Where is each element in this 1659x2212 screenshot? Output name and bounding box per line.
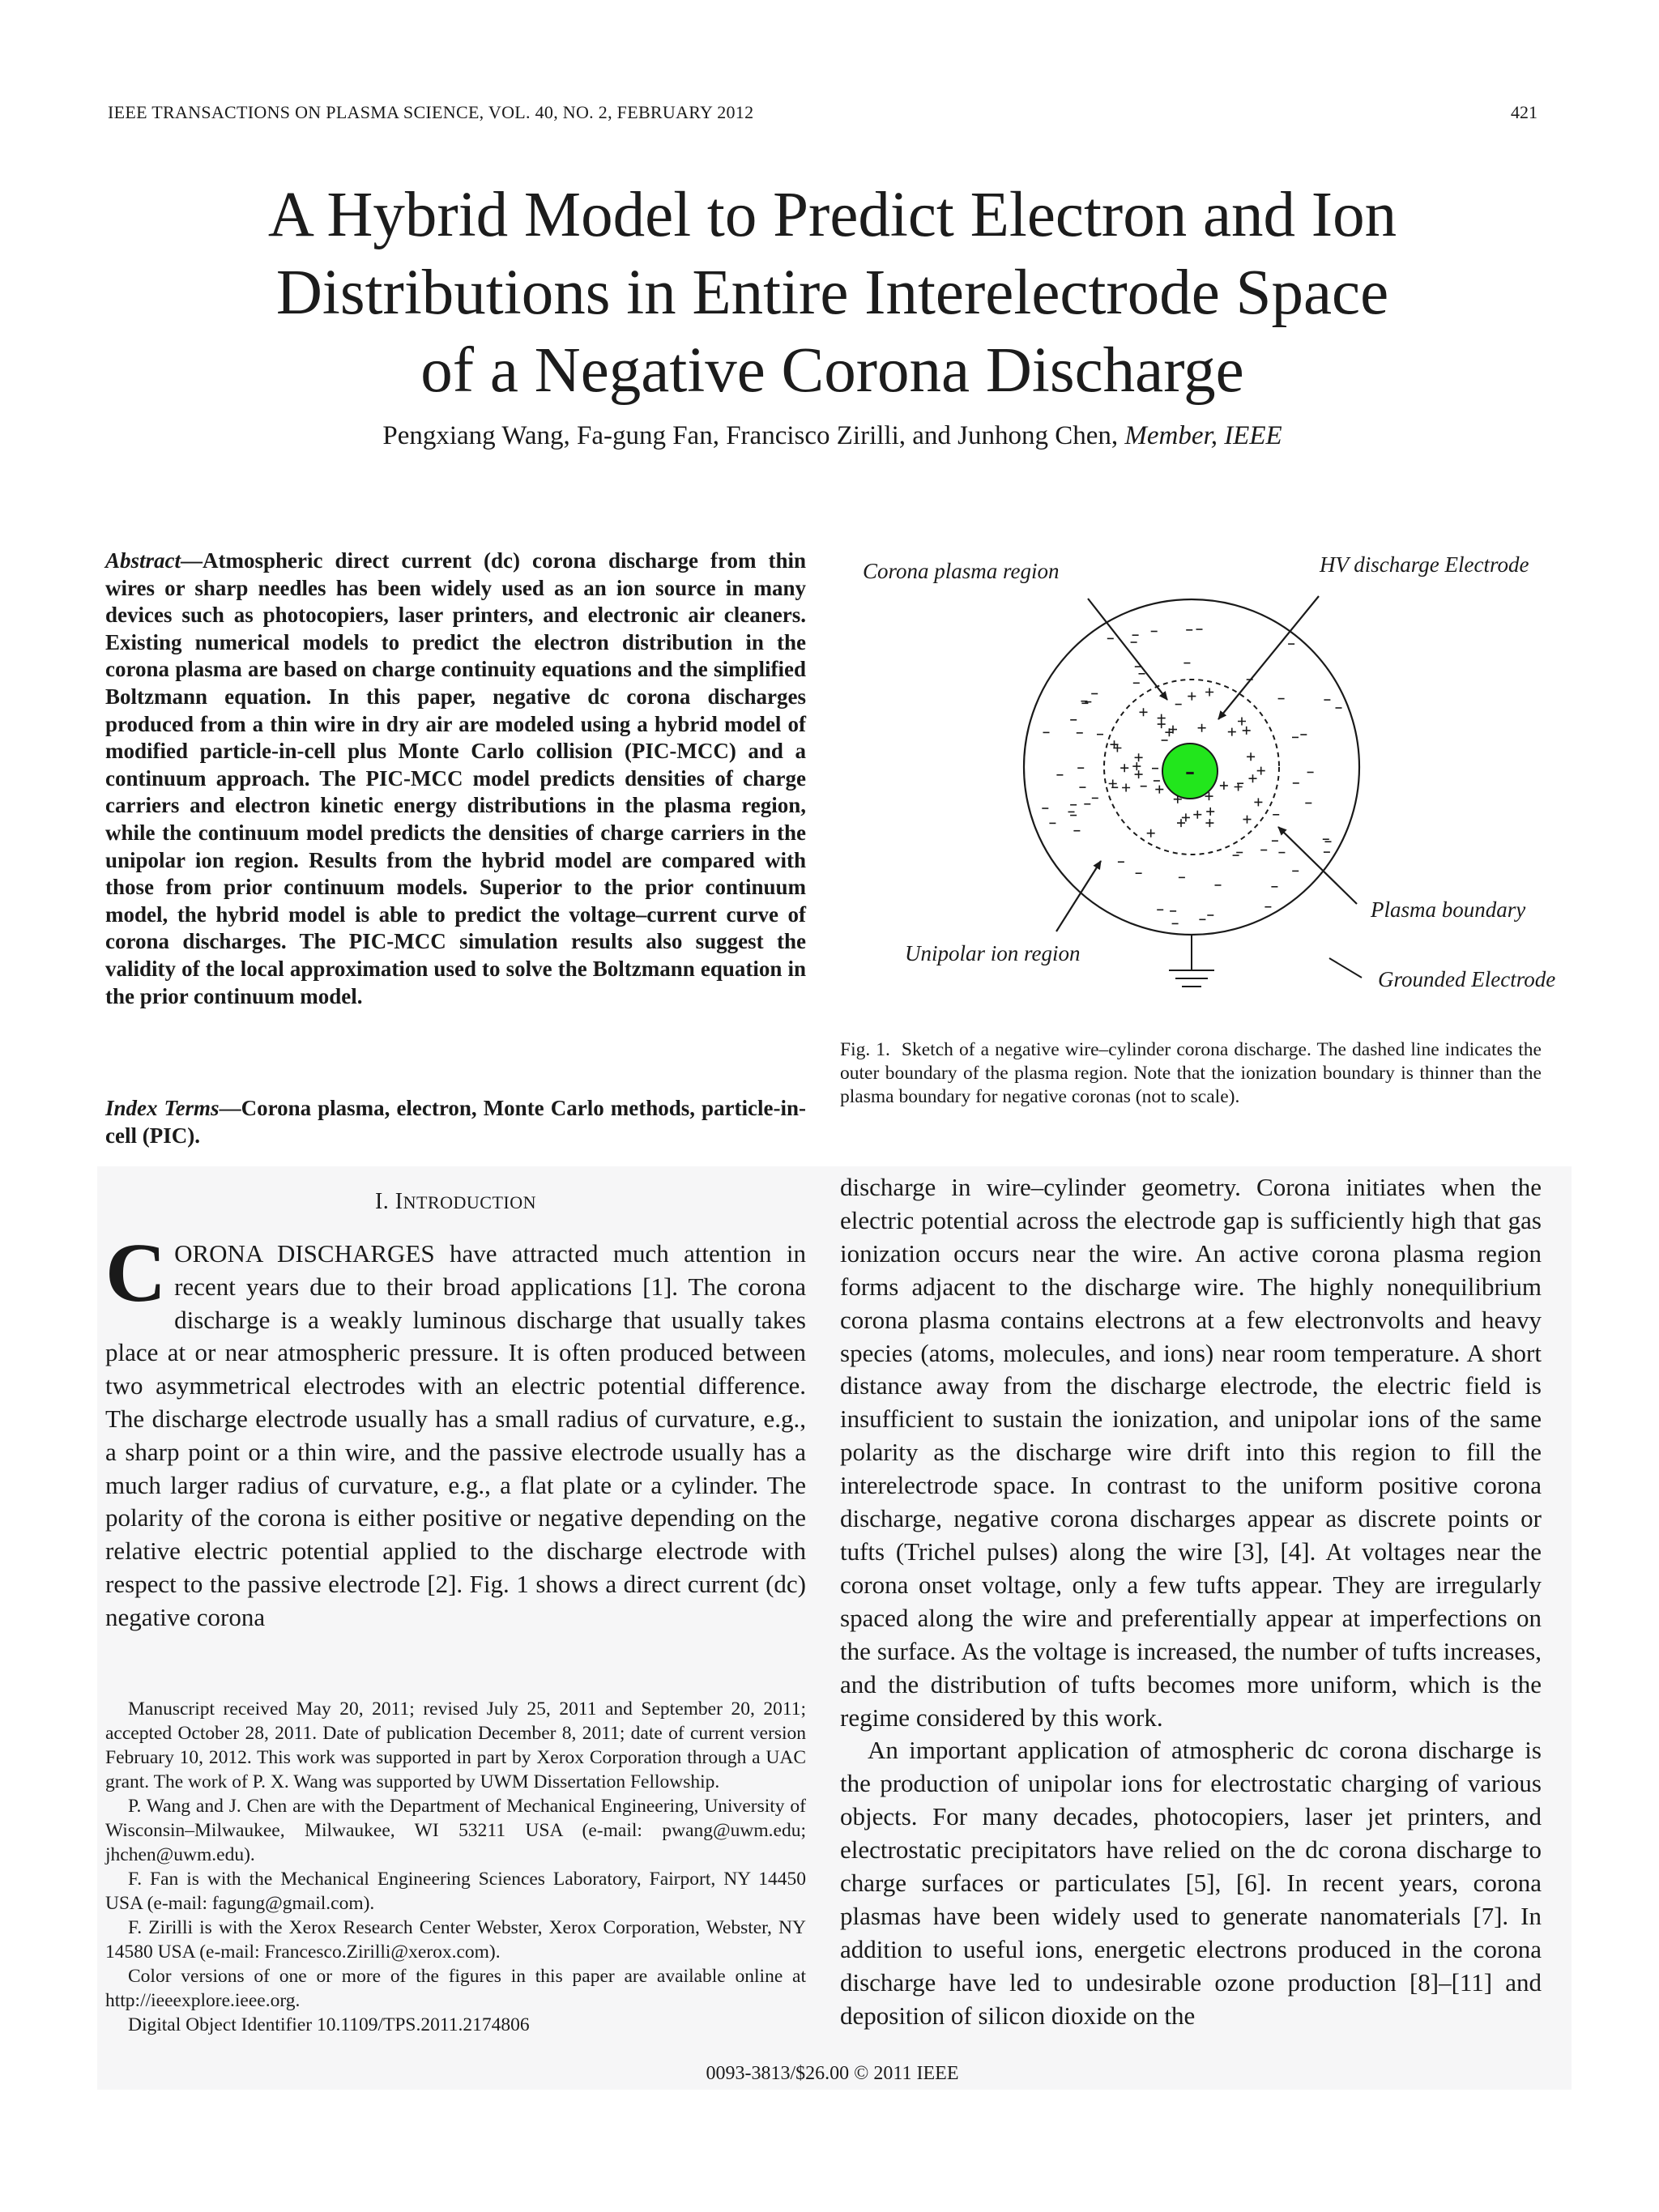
positive-ion-mark: [1158, 720, 1166, 728]
positive-ion-mark: [1109, 780, 1117, 788]
index-terms-text: —Corona plasma, electron, Monte Carlo methods, particle-in-cell (PIC).: [105, 1096, 806, 1148]
positive-ion-mark: [1140, 708, 1148, 716]
footnote-affiliation-3: F. Zirilli is with the Xerox Research Center Webster, Xerox Corporation, Webster, NY 14580 USA (e-mail: Francesco.Zirilli@xerox.com).: [105, 1917, 806, 1963]
drop-cap: C: [105, 1226, 167, 1319]
positive-ion-mark: [1193, 811, 1201, 819]
positive-ion-mark: [1228, 728, 1236, 736]
positive-ion-mark: [1205, 819, 1213, 827]
intro-text: have attracted much attention in recent years due to their broad applications [1]. The corona discharge is a weakly luminous discharge that usually takes place at or near atmospheric pressure. It is often produced between two asymmetrical electrodes with an electric potential difference. The discharge electrode usually has a small radius of curvature, e.g., a sharp point or a thin wire, and the passive electrode usually has a much larger radius of curvature, e.g., a flat plate or a cylinder. The polarity of the corona is either positive or negative depending on the relative electric potential applied to the discharge electrode with respect to the passive electrode [2]. Fig. 1 shows a direct current (dc) negative corona: [105, 1239, 806, 1631]
page-number: 421: [1511, 102, 1537, 122]
positive-ion-mark: [1182, 813, 1190, 821]
right-column-body: [840, 1171, 1542, 2033]
index-terms: [105, 1095, 806, 1149]
footnote-color-note: Color versions of one or more of the figures in this paper are available online at http://ieeexplore.ieee.org.: [105, 1966, 806, 2011]
positive-ion-mark: [1243, 816, 1252, 824]
body-paragraph-2: An important application of atmospheric dc corona discharge is the production of unipolar ions for electrostatic charging of various objects. For many decades, photocopiers, laser jet printers, and electrostatic precipitators have relied on the dc corona discharge to charge surfaces or particulates [5], [6]. In recent years, corona plasmas have been widely used to generate nanomaterials [7]. In addition to useful ions, energetic electrons produced in the corona discharge have led to undesirable ozone production [8]–[11] and deposition of silicon dioxide on the: [840, 1736, 1542, 2030]
positive-ion-mark: [1135, 753, 1143, 761]
author-list: [97, 420, 1567, 452]
positive-ion-mark: [1249, 774, 1257, 782]
positive-ion-mark: [1122, 784, 1130, 792]
positive-ion-mark: [1247, 752, 1255, 761]
section-title-initial: I: [394, 1189, 403, 1214]
arrow-plasma-boundary: [1278, 827, 1357, 904]
positive-ion-mark: [1220, 782, 1228, 790]
label-corona-plasma-region: Corona plasma region: [863, 559, 1060, 583]
arrow-corona-plasma: [1088, 599, 1167, 700]
index-terms-label: Index Terms: [105, 1096, 220, 1120]
positive-ion-mark: [1147, 829, 1155, 837]
positive-ion-mark: [1206, 808, 1214, 816]
figure-1: [840, 539, 1556, 1017]
positive-ion-mark: [1254, 798, 1262, 806]
paper-title: [97, 177, 1567, 410]
intro-lead: ORONA DISCHARGES: [174, 1239, 435, 1268]
footnote-manuscript: Manuscript received May 20, 2011; revised July 25, 2011 and September 20, 2011; accepted October 28, 2011. Date of publication December 8, 2011; date of current version February 10, 2012. This work was supported in part by Xerox Corporation through a UAC grant. The work of P. X. Wang was supported by UWM Dissertation Fellowship.: [105, 1698, 806, 1792]
arrow-unipolar-ion: [1056, 861, 1101, 931]
abstract-label: Abstract: [105, 548, 181, 573]
positive-ion-mark: [1155, 786, 1163, 794]
body-paragraph-1: discharge in wire–cylinder geometry. Corona initiates when the electric potential across the electrode gap is sufficiently high that gas ionization occurs near the wire. An active corona plasma region forms adjacent to the discharge wire. The highly nonequilibrium corona plasma contains electrons at a few electronvolts and heavy species (atoms, molecules, and ions) near room temperature. A short distance away from the discharge electrode, the electric field is insufficient to sustain the ionization, and unipolar ions of the same polarity as the discharge wire drift into this region to fill the interelectrode space. In contrast to the uniform positive corona discharge, negative corona discharges appear as discrete points or tufts (Trichel pulses) along the wire [3], [4]. At voltages near the corona onset voltage, only a few tufts appear. They are irregularly spaced along the wire and preferentially appear at imperfections on the surface. As the voltage is increased, the number of tufts increases, and the distribution of tufts becomes more uniform, which is the regime considered by this work.: [840, 1173, 1542, 1732]
positive-ion-mark: [1198, 724, 1206, 732]
intro-paragraph: [105, 1226, 806, 1634]
positive-ion-mark: [1132, 762, 1141, 770]
abstract-text: —Atmospheric direct current (dc) corona discharge from thin wires or sharp needles has been widely used as an ion source in many devices such as photocopiers, laser printers, and electronic air cleaners. Existing numerical models to predict the electron distribution in the corona plasma are based on charge continuity equations and the simplified Boltzmann equation. In this paper, negative dc corona discharges produced from a thin wire in dry air are modeled using a hybrid model of modified particle-in-cell plus Monte Carlo collision (PIC-MCC) and a continuum approach. The PIC-MCC model predicts densities of charge carriers and electron kinetic energy distributions in the plasma region, while the continuum model predicts the densities of charge carriers in the unipolar ion region. Results from the hybrid model are compared with those from prior continuum models. Superior to the prior continuum model, the hybrid model is able to predict the voltage–current curve of corona discharges. The PIC-MCC simulation results also suggest the validity of the local approximation used to solve the Boltzmann equation in the prior continuum model.: [105, 548, 806, 1008]
abstract: [105, 548, 806, 1010]
label-grounded-electrode: Grounded Electrode: [1378, 967, 1556, 991]
copyright-line: 0093-3813/$26.00 © 2011 IEEE: [706, 2063, 959, 2084]
positive-ion-mark: [1238, 718, 1246, 726]
positive-ion-mark: [1120, 764, 1128, 772]
section-title-rest: NTRODUCTION: [403, 1192, 537, 1213]
title-line-1: A Hybrid Model to Predict Electron and Ion: [267, 180, 1397, 250]
label-plasma-boundary: Plasma boundary: [1371, 897, 1526, 922]
section-heading: [105, 1189, 806, 1215]
footnote-doi: Digital Object Identifier 10.1109/TPS.2011.2174806: [128, 2014, 530, 2035]
label-hv-electrode: HV discharge Electrode: [1320, 552, 1529, 577]
positive-ion-mark: [1205, 688, 1213, 697]
figure-caption: [840, 1038, 1542, 1108]
footnote-affiliation-1: P. Wang and J. Chen are with the Department of Mechanical Engineering, University of Wisconsin–Milwaukee, Milwaukee, WI 53211 USA (e-mail: pwang@uwm.edu; jhchen@uwm.edu).: [105, 1796, 806, 1865]
caption-label: Fig. 1.: [840, 1039, 890, 1060]
grounded-leader: [1329, 958, 1362, 978]
author-names: Pengxiang Wang, Fa-gung Fan, Francisco Zirilli, and Junhong Chen,: [382, 421, 1119, 450]
footnote-affiliation-2: F. Fan is with the Mechanical Engineering Sciences Laboratory, Fairport, NY 14450 USA (e-mail: fagung@gmail.com).: [105, 1869, 806, 1914]
arrow-hv-electrode: [1218, 596, 1319, 719]
positive-ion-mark: [1135, 770, 1143, 778]
footnotes: [105, 1697, 806, 2037]
title-line-2: Distributions in Entire Interelectrode Space: [275, 258, 1389, 328]
wire-sign: -: [1185, 754, 1195, 786]
positive-ion-mark: [1257, 767, 1265, 775]
title-line-3: of a Negative Corona Discharge: [420, 335, 1244, 406]
positive-ion-mark: [1177, 819, 1185, 827]
positive-ion-mark: [1188, 693, 1196, 701]
caption-text: Sketch of a negative wire–cylinder corona discharge. The dashed line indicates the outer boundary of the plasma region. Note that the ionization boundary is thinner than the plasma boundary for negative coronas (not to scale).: [840, 1039, 1542, 1107]
positive-ion-mark: [1243, 727, 1251, 735]
label-unipolar-ion-region: Unipolar ion region: [905, 941, 1081, 965]
section-numeral: I.: [374, 1189, 390, 1214]
running-header: IEEE TRANSACTIONS ON PLASMA SCIENCE, VOL. 40, NO. 2, FEBRUARY 2012: [108, 102, 754, 122]
author-membership: Member, IEEE: [1124, 421, 1282, 450]
